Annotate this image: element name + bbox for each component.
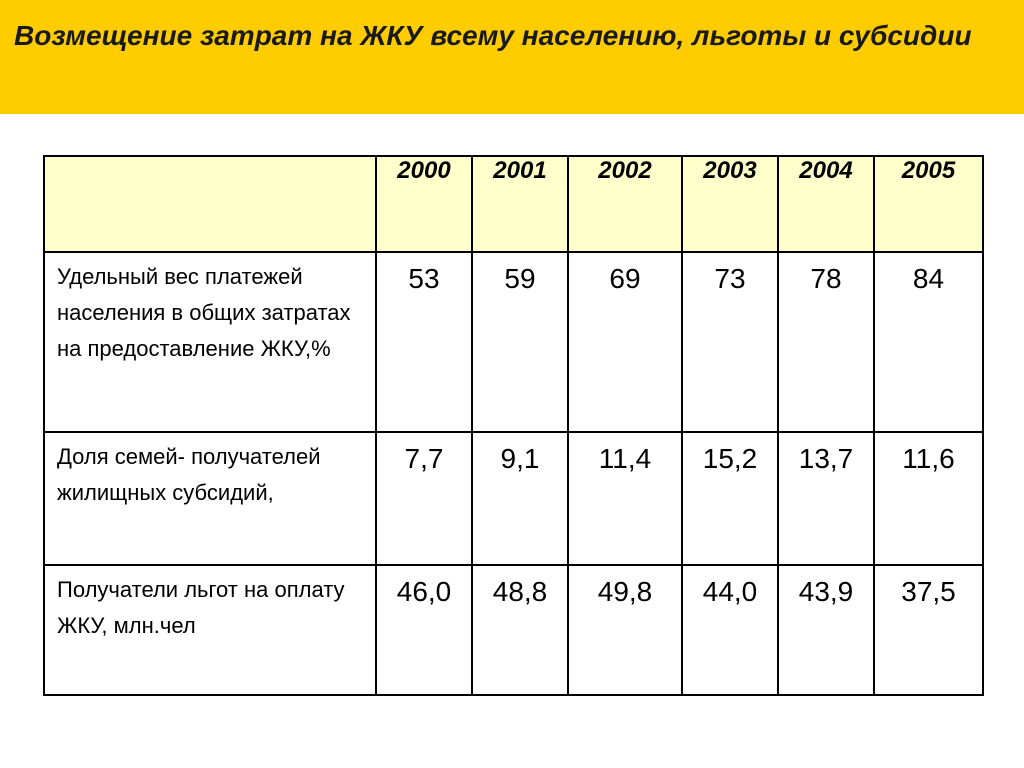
table-row <box>44 565 983 695</box>
value-cell: 11,4 <box>568 432 682 565</box>
value-cell: 53 <box>376 252 472 432</box>
value-cell: 48,8 <box>472 565 568 695</box>
value-cell: 78 <box>778 252 874 432</box>
year-header: 2005 <box>874 156 983 252</box>
year-header: 2004 <box>778 156 874 252</box>
value-cell: 11,6 <box>874 432 983 565</box>
value-cell: 59 <box>472 252 568 432</box>
title-bar <box>0 0 1024 114</box>
value-cell: 44,0 <box>682 565 778 695</box>
value-cell: 46,0 <box>376 565 472 695</box>
value-cell: 37,5 <box>874 565 983 695</box>
year-header: 2000 <box>376 156 472 252</box>
value-cell: 43,9 <box>778 565 874 695</box>
value-cell: 15,2 <box>682 432 778 565</box>
year-header: 2003 <box>682 156 778 252</box>
value-cell: 73 <box>682 252 778 432</box>
value-cell: 9,1 <box>472 432 568 565</box>
slide-title: Возмещение затрат на ЖКУ всему населению, льготы и субсидии <box>14 20 972 51</box>
value-cell: 49,8 <box>568 565 682 695</box>
header-row <box>44 156 983 252</box>
value-cell: 7,7 <box>376 432 472 565</box>
value-cell: 69 <box>568 252 682 432</box>
row-label: Удельный вес платежей населения в общих затратах на предоставление ЖКУ,% <box>44 252 376 432</box>
value-cell: 84 <box>874 252 983 432</box>
data-table <box>43 155 984 696</box>
table-row <box>44 432 983 565</box>
corner-cell <box>44 156 376 252</box>
table-row <box>44 252 983 432</box>
year-header: 2002 <box>568 156 682 252</box>
row-label: Доля семей- получателей жилищных субсидий, <box>44 432 376 565</box>
value-cell: 13,7 <box>778 432 874 565</box>
row-label: Получатели льгот на оплату ЖКУ, млн.чел <box>44 565 376 695</box>
year-header: 2001 <box>472 156 568 252</box>
